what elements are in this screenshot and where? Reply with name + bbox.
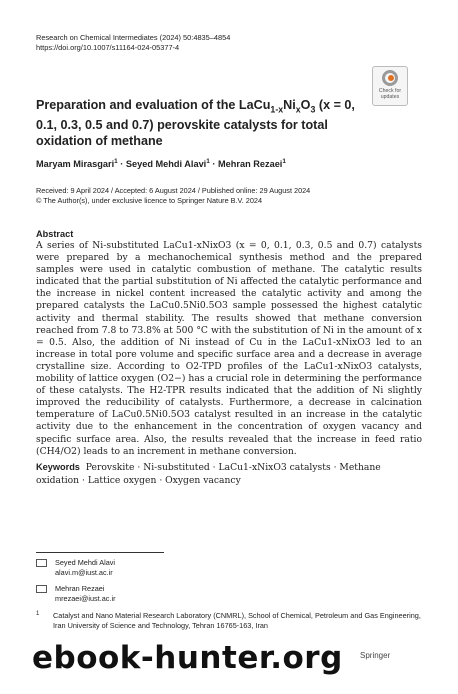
check-for-updates-badge[interactable] bbox=[372, 66, 408, 106]
publisher-logo: Springer bbox=[360, 651, 391, 660]
author-separator: · bbox=[117, 159, 126, 170]
title-part: O bbox=[300, 98, 311, 112]
affiliation-text: Catalyst and Nano Material Research Laboratory (CNMRL), School of Chemical, Petroleum and Gas Engineering, Iran University of Science and Technology, Tehran 16765-163, Iran bbox=[53, 611, 421, 630]
author-affil: 1 bbox=[282, 158, 286, 165]
title-part: Preparation and evaluation of the LaCu bbox=[36, 98, 271, 112]
correspondence-entry bbox=[36, 558, 115, 578]
author-name[interactable]: Seyed Mehdi Alavi bbox=[125, 159, 207, 170]
author-affil: 1 bbox=[114, 158, 118, 165]
history-dates: Received: 9 April 2024 / Accepted: 6 August 2024 / Published online: 29 August 2024 bbox=[36, 186, 311, 195]
corr-email[interactable]: mrezaei@iust.ac.ir bbox=[55, 594, 116, 603]
keywords-text: Perovskite · Ni-substituted · LaCu1‑xNixO3 catalysts · Methane oxidation · Lattice oxygen · Oxygen vacancy bbox=[36, 462, 381, 486]
correspondence-entry bbox=[36, 584, 116, 604]
author-name[interactable]: Mehran Rezaei bbox=[218, 159, 283, 170]
envelope-icon bbox=[36, 559, 47, 567]
doi-link[interactable]: https://doi.org/10.1007/s11164-024-05377-4 bbox=[36, 43, 180, 52]
author-name[interactable]: Maryam Mirasgari bbox=[36, 159, 115, 170]
title-sub: x bbox=[295, 104, 301, 115]
author-separator: · bbox=[209, 159, 219, 170]
footnote-divider bbox=[36, 552, 164, 553]
affiliation-number: 1 bbox=[36, 611, 40, 617]
corr-email[interactable]: alavi.m@iust.ac.ir bbox=[55, 568, 113, 577]
abstract-body: A series of Ni-substituted LaCu1‑xNixO3 (x = 0, 0.1, 0.3, 0.5 and 0.7) catalysts were prepared by a mechanochemical synthesis method and the prepared samples were used in catalytic combustion of methane. The catalytic results indicated that the partial substitution of Ni affected the catalytic performance and the increase in nickel content increased the catalytic activity and among the prepared catalysts the LaCu0.5Ni0.5O3 sample possessed the highest catalytic activity and thermal stability. The results showed that methane conversion reached from 7.8 to 73.8% at 500 °C with the substitution of Ni in the amount of x = 0.5. Also, the addition of Ni instead of Cu in the LaCu1‑xNixO3 led to an increase in total pore volume and specific surface area and a decrease in average crystalline size. According to O2-TPD profiles of the LaCu1‑xNixO3 catalysts, mobility of lattice oxygen (O2−) has a crucial role in determining the performance of these catalysts. The H2-TPR results indicated that the addition of Ni slightly improved the reducibility of catalysts. Furthermore, a decrease in calcination temperature of LaCu0.5Ni0.5O3 catalyst resulted in an increase in the catalytic activity due to the enhancement in the concentration of oxygen vacancy and specific surface area. Also, the results revealed that the increase in feed ratio (CH4/O2) leads to an increment in methane conversion. bbox=[36, 240, 422, 457]
journal-citation: Research on Chemical Intermediates (2024) 50:4835–4854 bbox=[36, 33, 231, 42]
journal-header bbox=[36, 33, 230, 53]
copyright-line: © The Author(s), under exclusive licence to Springer Nature B.V. 2024 bbox=[36, 196, 263, 205]
abstract-heading: Abstract bbox=[36, 229, 74, 239]
watermark: ebook-hunter.org bbox=[32, 640, 343, 676]
keywords-block bbox=[36, 461, 422, 487]
affiliation bbox=[36, 611, 426, 631]
keywords-label: Keywords bbox=[36, 462, 80, 472]
title-part: (x = 0, 0.1, 0.3, 0.5 and 0.7) perovskite catalysts for total oxidation of methane bbox=[36, 98, 355, 148]
title-sub: 1‑x bbox=[270, 104, 284, 115]
title-sub: 3 bbox=[310, 104, 316, 115]
update-icon bbox=[382, 70, 398, 86]
article-title bbox=[36, 98, 366, 149]
badge-line-2: updates bbox=[380, 94, 400, 100]
corr-name: Seyed Mehdi Alavi bbox=[55, 558, 116, 567]
title-part: Ni bbox=[283, 98, 296, 112]
envelope-icon bbox=[36, 585, 47, 593]
corr-name: Mehran Rezaei bbox=[55, 584, 105, 593]
publication-dates bbox=[36, 186, 310, 206]
author-affil: 1 bbox=[206, 158, 210, 165]
author-list bbox=[36, 158, 286, 169]
badge-line-1: Check for bbox=[378, 88, 402, 94]
